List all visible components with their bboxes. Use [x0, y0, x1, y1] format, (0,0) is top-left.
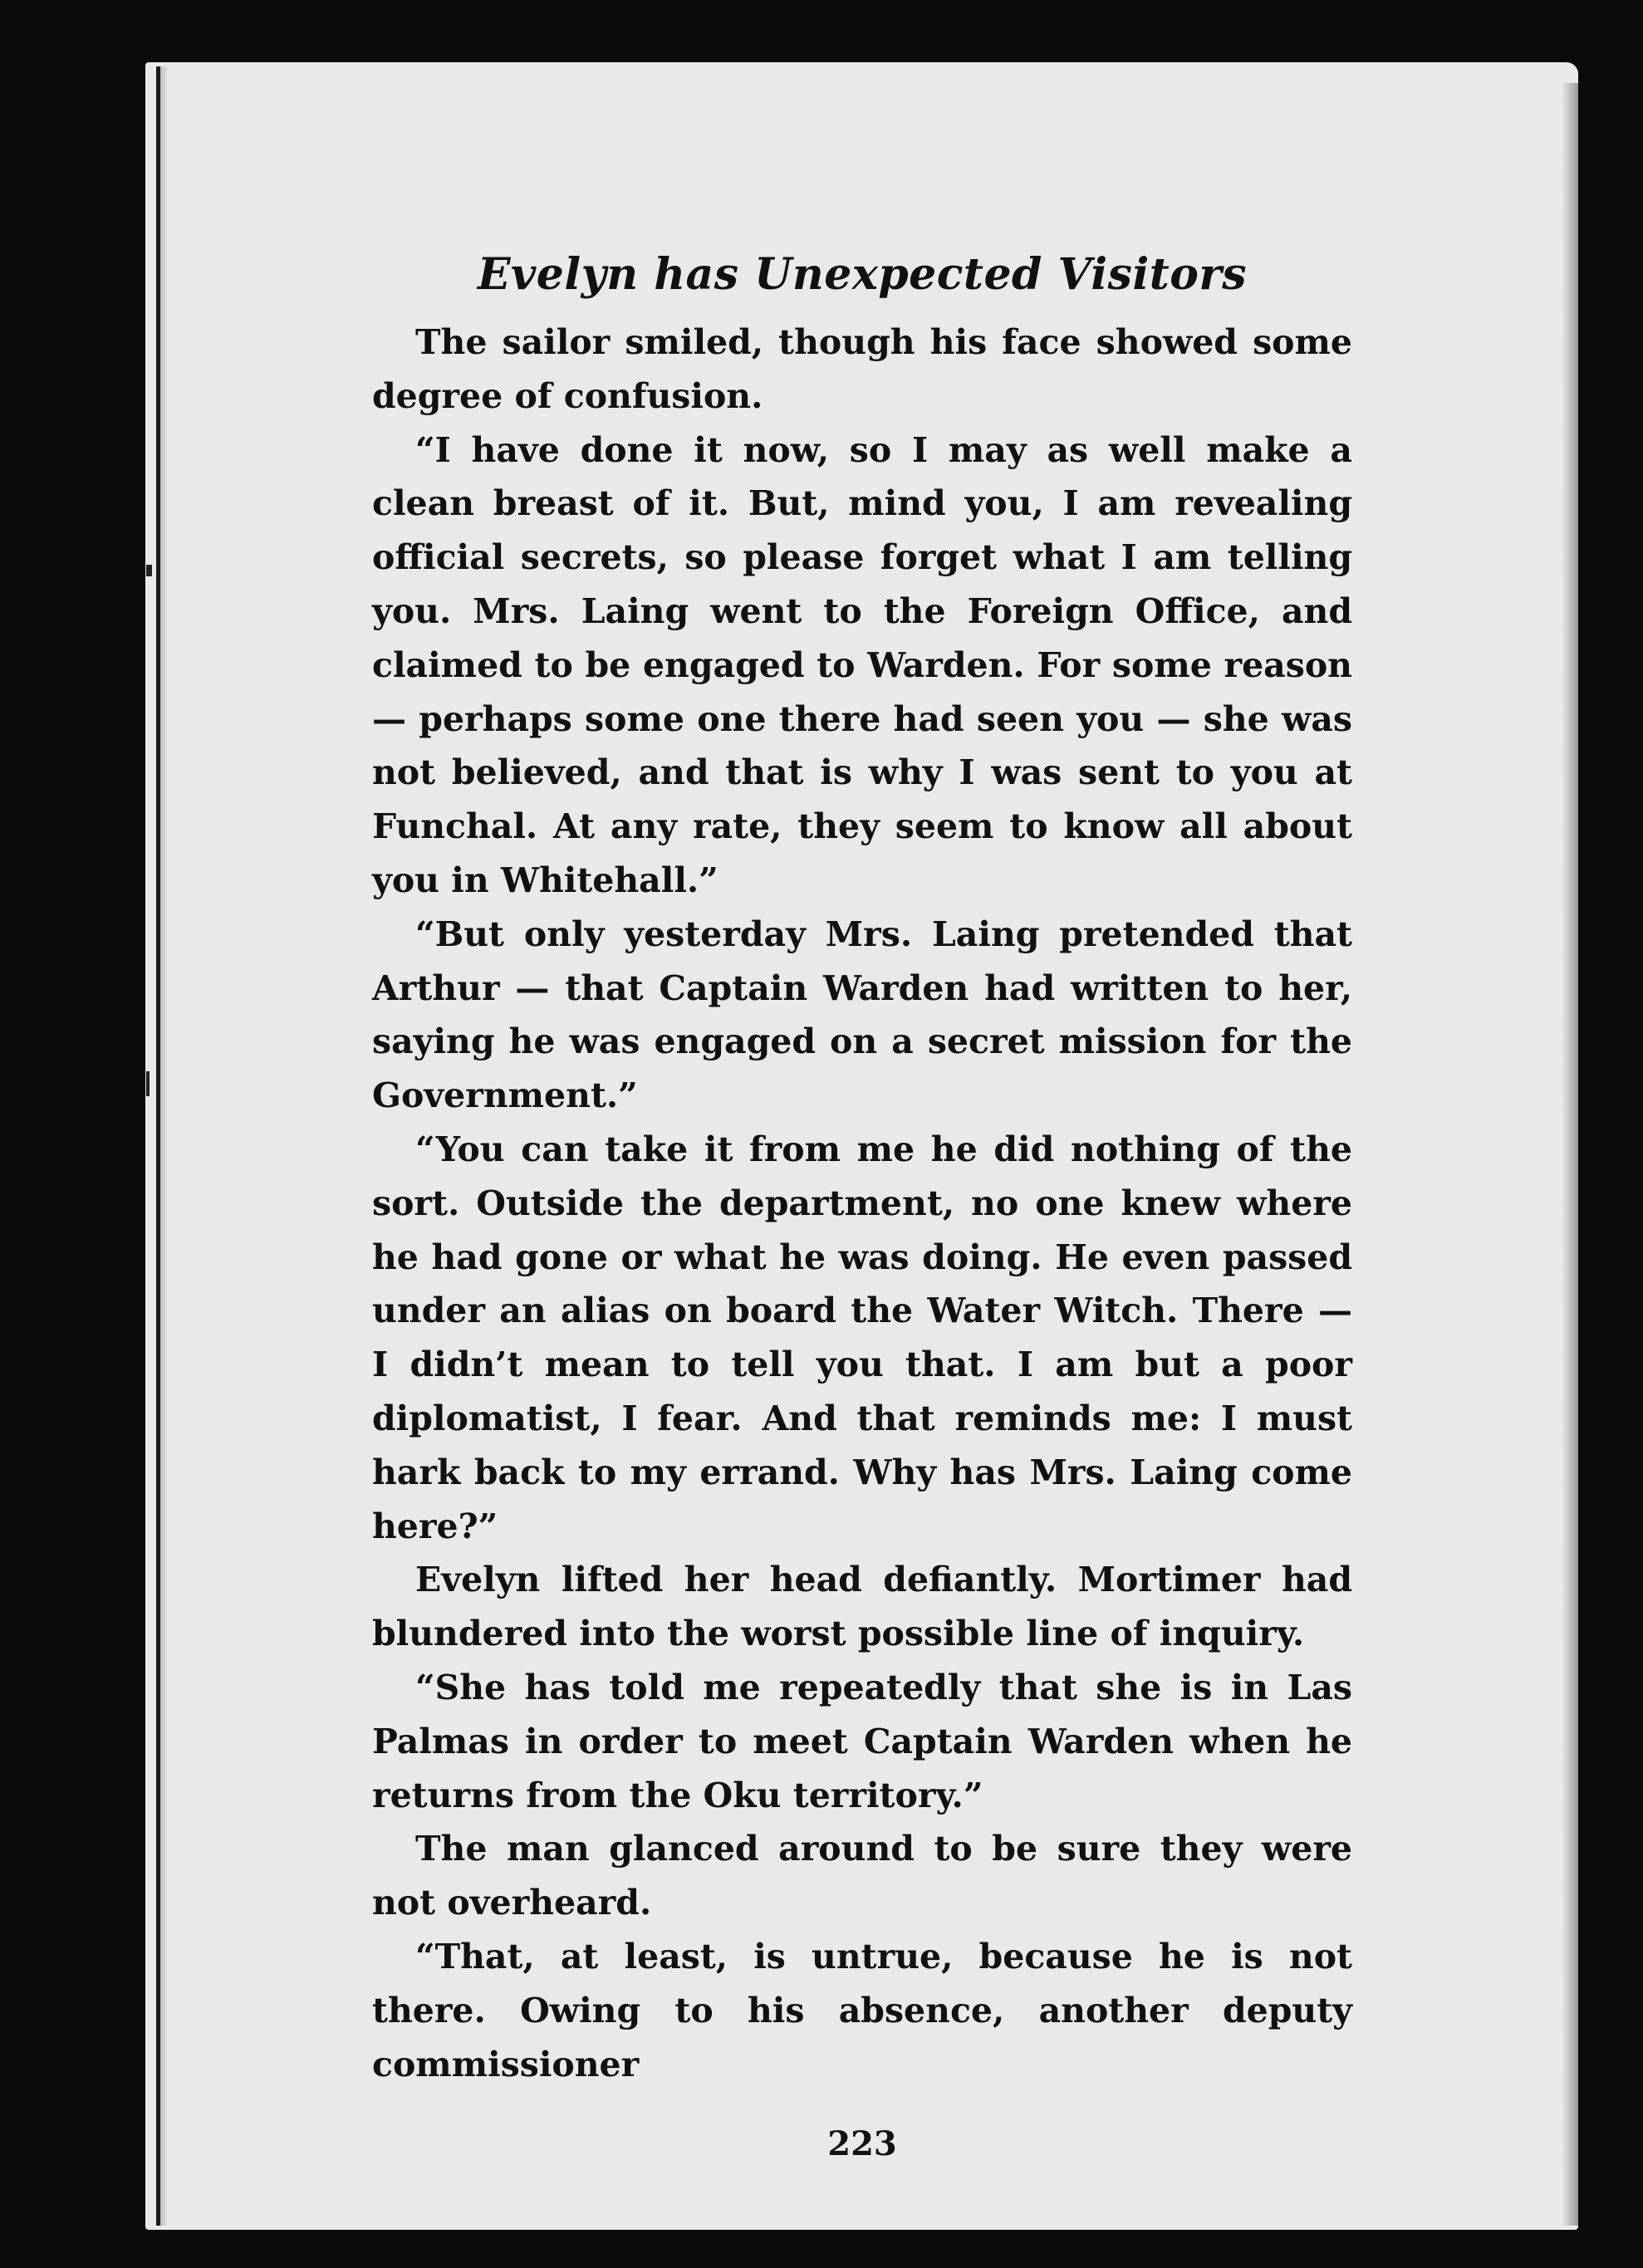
paragraph: “But only yesterday Mrs. Laing pretended that Arthur — that Captain Warden had written to her, saying he was engaged on a secret mission for the Government.”	[372, 914, 1352, 1116]
margin-mark	[146, 1071, 150, 1096]
paragraph: “You can take it from me he did nothing of the sort. Outside the department, no one knew where he had gone or what he was doing. He even passed under an alias on board the Water Witch. There — I didn’t mean to tell you that. I am but a poor diplomatist, I fear. And that reminds me: I must hark back to my errand. Why has Mrs. Laing come here?”	[372, 1129, 1352, 1546]
page-edge-shadow	[1562, 83, 1578, 2226]
running-head: Evelyn has Unexpected Visitors	[477, 249, 1248, 300]
paragraph: “I have done it now, so I may as well make a clean breast of it. But, mind you, I am revealing official secrets, so please forget what I am telling you. Mrs. Laing went to the Foreign Office, and claimed to be engaged to Warden. For some reason — perhaps some one there had seen you — she was not believed, and that is why I was sent to you at Funchal. At any rate, they seem to know all about you in Whitehall.”	[372, 429, 1352, 900]
paragraph: The man glanced around to be sure they were not overheard.	[372, 1829, 1352, 1923]
gutter-shadow	[160, 66, 169, 2226]
paragraph: The sailor smiled, though his face showed some degree of confusion.	[372, 322, 1352, 416]
paragraph: “That, at least, is untrue, because he is not there. Owing to his absence, another deputy commissioner	[372, 1936, 1352, 2084]
page-content	[372, 233, 1352, 2169]
margin-mark	[146, 565, 152, 576]
paragraph: “She has told me repeatedly that she is in Las Palmas in order to meet Captain Warden when he returns from the Oku territory.”	[372, 1667, 1352, 1815]
page-number: 223	[827, 2124, 897, 2164]
paragraph: Evelyn lifted her head defiantly. Mortimer had blundered into the worst possible line of inquiry.	[372, 1560, 1352, 1654]
